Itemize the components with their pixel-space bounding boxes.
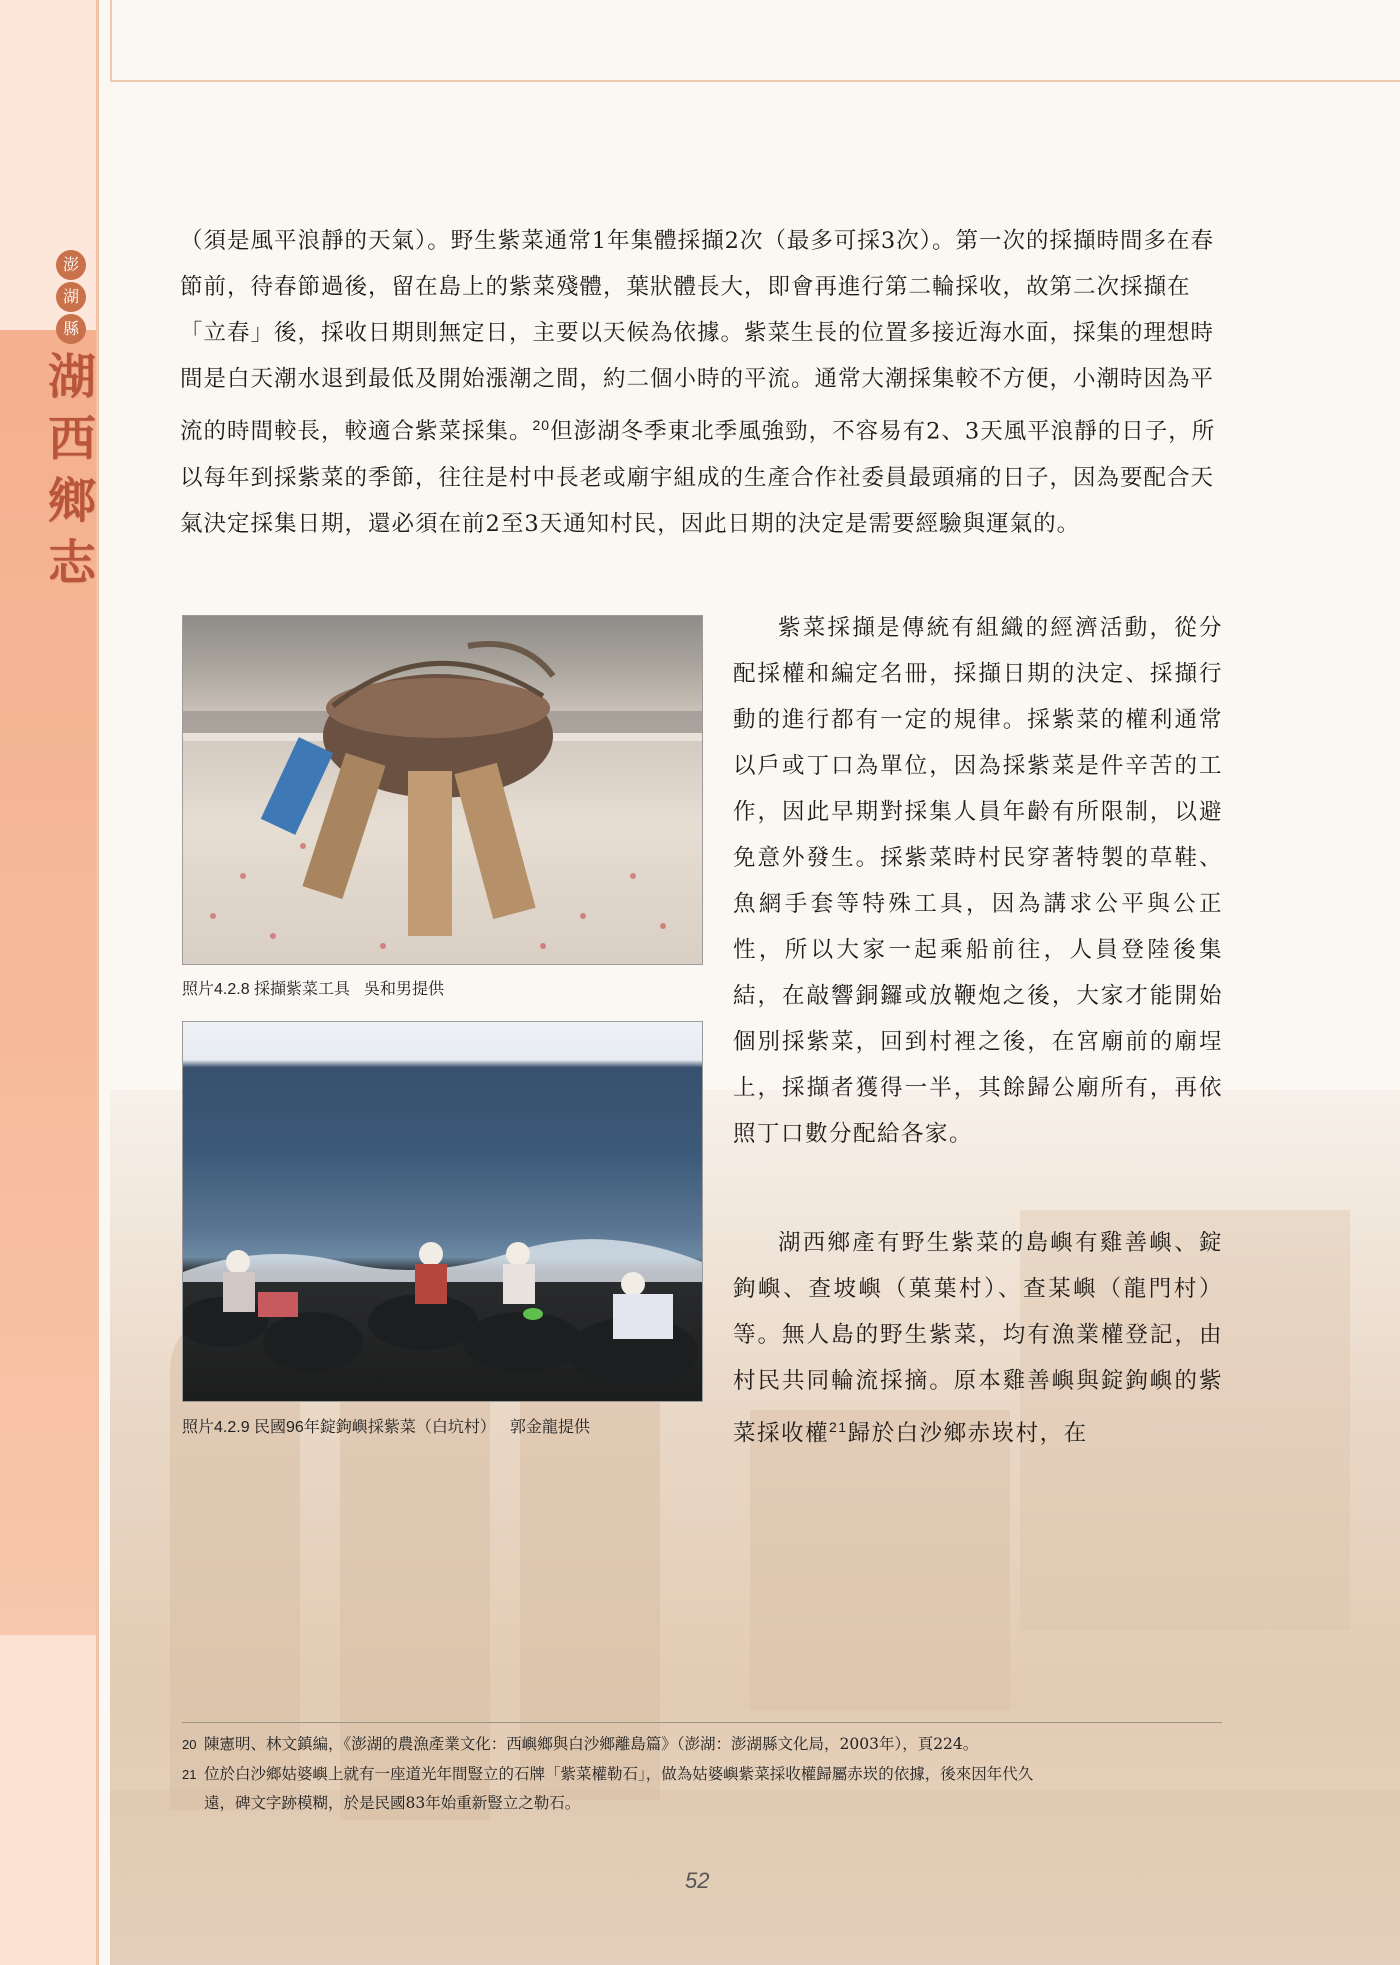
caption-credit: 郭金龍提供 [509,1419,590,1436]
body-paragraph-right-1: 紫菜採擷是傳統有組織的經濟活動，從分配採權和編定名冊，採擷日期的決定、採擷行動的進行都有一定的規律。採紫菜的權利通常以戶或丁口為單位，因為採紫菜是件辛苦的工作，因此早期對採集人員年齡有所限制，以避免意外發生。採紫菜時村民穿著特製的草鞋、魚網手套等特殊工具，因為講求公平與公正性，所以大家一起乘船前往，人員登陸後集結，在敲響銅鑼或放鞭炮之後，大家才能開始個別採紫菜，回到村裡之後，在宮廟前的廟埕上，採擷者獲得一半，其餘歸公廟所有，再依照丁口數分配給各家。 [733,615,1223,1147]
seal-char: 湖 [56,282,86,312]
header-rule [110,80,1400,82]
caption-label: 照片4.2.8 採擷紫菜工具 [182,981,351,998]
photo-harvest-scene [182,1021,703,1402]
footnote-number: 20 [182,1737,197,1752]
book-logo [50,250,100,594]
paragraph-text: 湖西鄉產有野生紫菜的島嶼有雞善嶼、錠鉤嶼、查坡嶼（菓葉村）、查某嶼（龍門村）等。無人島的野生紫菜，均有漁業權登記，由村民共同輪流採摘。原本雞善嶼與錠鉤嶼的紫菜採收權 [733,1230,1223,1447]
book-title-char: 西 [48,411,97,467]
body-paragraph-top [180,218,1222,547]
caption-credit: 吳和男提供 [364,981,445,998]
footnote-text-continued: 遠，碑文字跡模糊，於是民國83年始重新豎立之勒石。 [204,1794,581,1812]
photo-harvest-tools [182,615,703,965]
footnote-text: 位於白沙鄉姑婆嶼上就有一座道光年間豎立的石牌「紫菜權勒石」，做為姑婆嶼紫菜採收權歸屬赤崁的依據，後來因年代久 [204,1765,1034,1783]
paragraph-text: （須是風平浪靜的天氣）。野生紫菜通常1年集體採擷2次（最多可採3次）。第一次的採擷時間多在春節前，待春節過後，留在島上的紫菜殘體，葉狀體長大，即會再進行第二輪採收，故第二次採擷在「立春」後，採收日期則無定日，主要以天候為依據。紫菜生長的位置多接近海水面，採集的理想時間是白天潮水退到最低及開始漲潮之間，約二個小時的平流。通常大潮採集較不方便，小潮時因為平流的時間較長，較適合紫菜採集。 [180,228,1215,445]
photo-caption [182,1414,590,1437]
caption-label: 照片4.2.9 民國96年錠鉤嶼採紫菜（白坑村） [182,1419,496,1436]
seal-char: 縣 [56,314,86,344]
header-rule-vertical [110,0,112,82]
footnote-divider [182,1722,1222,1723]
footnote-ref[interactable]: 20 [532,417,551,433]
body-paragraph-right-2 [733,1220,1223,1457]
footnote [182,1760,1222,1817]
page-number: 52 [685,1868,710,1893]
footnote [182,1730,1222,1759]
photo-caption [182,976,444,999]
book-title-char: 鄉 [48,473,97,529]
footnote-ref[interactable]: 21 [829,1419,848,1435]
footnote-number: 21 [182,1767,197,1782]
paragraph-text: 歸於白沙鄉赤崁村，在 [847,1420,1088,1447]
seal-char: 澎 [56,250,86,280]
footnote-text: 陳憲明、林文鎮編，《澎湖的農漁產業文化：西嶼鄉與白沙鄉離島篇》（澎湖：澎湖縣文化局，2003年），頁224。 [204,1735,979,1753]
book-title-char: 志 [48,535,97,591]
book-title-char: 湖 [48,349,97,405]
paragraph-text: 但澎湖冬季東北季風強勁，不容易有2、3天風平浪靜的日子，所以每年到採紫菜的季節，往往是村中長老或廟宇組成的生產合作社委員最頭痛的日子，因為要配合天氣決定採集日期，還必須在前2至3天通知村民，因此日期的決定是需要經驗與運氣的。 [180,418,1216,537]
